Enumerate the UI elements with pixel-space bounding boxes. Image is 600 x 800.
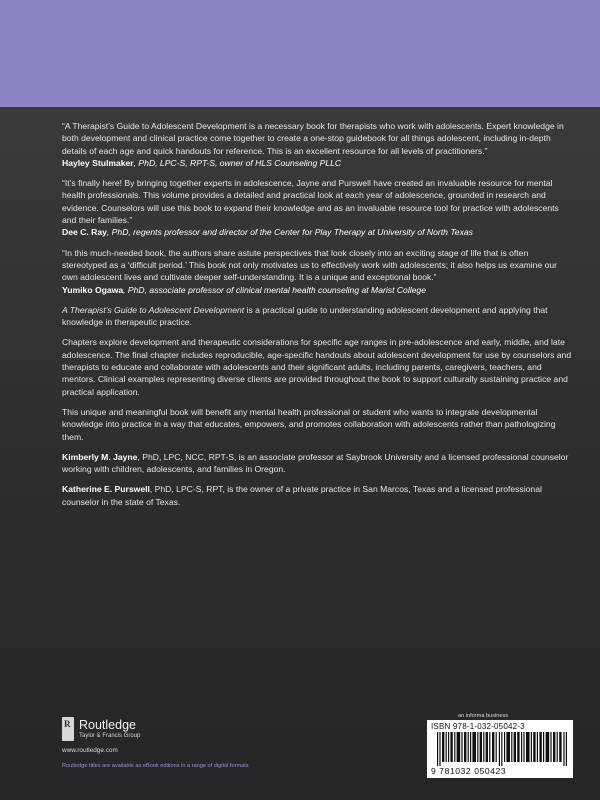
author-bio-2 xyxy=(62,483,572,508)
endorsement-quote: “In this much-needed book, the authors share astute perspectives that look closely into an exciting stage of life that is often stereotyped as a ‘difficult period.’ This book not only motivates us to effectively work with adolescents; it also helps us examine our own adolescent lives and cultivate deeper self-understanding. It is a unique and exceptional book.” xyxy=(62,247,558,283)
endorser-credentials: , PhD, regents professor and director of the Center for Play Therapy at University of North Texas xyxy=(106,227,473,238)
description-paragraph-3: This unique and meaningful book will benefit any mental health professional or student who wants to integrate developmental knowledge into practice in a way that educates, empowers, and promotes collaboration with adolescents rather than pathologizing them. xyxy=(62,406,556,442)
endorser-name: Dee C. Ray xyxy=(62,227,107,238)
publisher-name: Routledge xyxy=(79,718,136,732)
endorser-name: Hayley Stulmaker xyxy=(62,157,134,168)
author-bio-1 xyxy=(62,451,572,476)
endorsement-3 xyxy=(62,247,572,296)
description-text: is a practical guide to understanding adolescent development and applying that knowledge in therapeutic practice. xyxy=(62,304,548,328)
book-description xyxy=(62,304,572,443)
top-color-band xyxy=(0,0,600,107)
author-name: Kimberly M. Jayne xyxy=(62,451,138,462)
endorsement-attribution xyxy=(62,226,572,238)
back-cover-text xyxy=(62,120,572,516)
isbn-barcode xyxy=(427,720,573,778)
publisher-url[interactable]: www.routledge.com xyxy=(62,747,118,754)
description-paragraph-1 xyxy=(62,304,572,329)
endorsement-quote: “A Therapist’s Guide to Adolescent Development is a necessary book for therapists who work with adolescents. Expert knowledge in both development and clinical practice come together to create a one-stop guidebook for all things adolescent, including in-depth details of each age and quick handouts for reference. This is an excellent resource for all levels of practitioners.” xyxy=(62,121,564,156)
routledge-logo-icon xyxy=(62,717,74,741)
endorser-credentials: , PhD, associate professor of clinical mental health counseling at Marist College xyxy=(123,284,426,295)
book-title: A Therapist’s Guide to Adolescent Development xyxy=(62,304,245,315)
description-paragraph-2: Chapters explore development and therapeutic considerations for specific age ranges in pre-adolescence and early, middle, and late adolescence. The final chapter includes reproducible, age-specific handouts about adolescent development for use by counselors and therapists to educate and collaborate with adolescents and their significant adults, including parents, caregivers, teachers, and mentors. Clinical examples representing diverse clients are provided throughout the book to support culturally sustaining practice and practical application. xyxy=(62,337,572,397)
publisher-group: Taylor & Francis Group xyxy=(79,733,141,739)
logo-letter: R xyxy=(64,719,71,729)
endorser-name: Yumiko Ogawa xyxy=(62,284,124,295)
endorser-credentials: , PhD, LPC-S, RPT-S, owner of HLS Counseling PLLC xyxy=(133,157,342,168)
endorsement-quote: “It’s finally here! By bringing together experts in adolescence, Jayne and Purswell have created an invaluable resource for mental health professionals. This volume provides a detailed and practical look at each year of adolescence, grounded in research and evidence. Counselors will use this book to expand their knowledge and as an invaluable resource tool for practice with adolescents and their families.” xyxy=(62,178,559,226)
informa-tagline: an informa business xyxy=(458,713,509,719)
barcode-number: 9 781032 050423 xyxy=(431,766,507,776)
endorsement-attribution xyxy=(62,157,572,169)
author-name: Katherine E. Purswell xyxy=(62,484,150,495)
author-bio-text: , PhD, LPC, NCC, RPT-S, is an associate professor at Saybrook University and a licensed professional counselor working with children, adolescents, and families in Oregon. xyxy=(62,451,569,475)
endorsement-attribution xyxy=(62,284,572,296)
ebook-note: Routledge titles are available as eBook editions in a range of digital formats xyxy=(62,763,249,769)
isbn-text: ISBN 978-1-032-05042-3 xyxy=(431,722,525,731)
barcode-bars xyxy=(437,732,567,766)
endorsement-2 xyxy=(62,177,572,238)
endorsement-1 xyxy=(62,120,572,169)
publisher-block xyxy=(62,717,262,757)
author-bio-text: , PhD, LPC-S, RPT, is the owner of a private practice in San Marcos, Texas and a licensed professional counselor in the state of Texas. xyxy=(62,484,542,507)
